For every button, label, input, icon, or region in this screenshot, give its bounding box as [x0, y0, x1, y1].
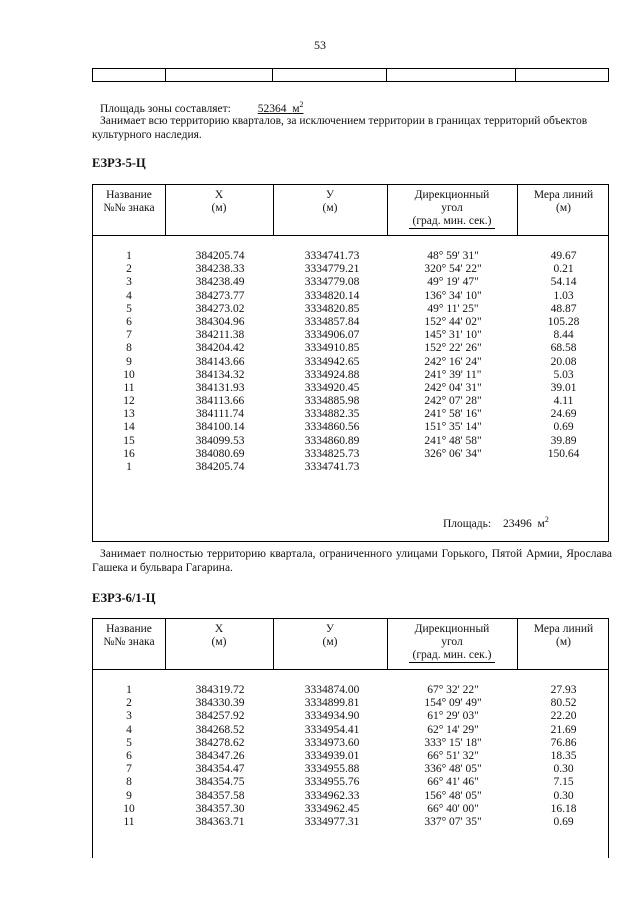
section-title-ezrz-6-1: ЕЗРЗ-6/1-Ц	[92, 591, 156, 605]
table-cell: 3334962.33	[304, 789, 360, 802]
table-cell: 49° 11' 25"	[427, 302, 479, 315]
table-cell: 242° 04' 31"	[424, 381, 482, 394]
header-cell: Мера линий (м)	[533, 189, 594, 214]
table-cell: 150.64	[547, 447, 580, 460]
table-row	[93, 724, 608, 737]
header-cell: X (м)	[211, 623, 227, 648]
table-cell: 3	[126, 276, 132, 289]
table-cell: 4	[126, 289, 132, 302]
column-separator	[165, 185, 166, 235]
table-row	[93, 290, 608, 303]
table-cell: 66° 41' 46"	[427, 776, 479, 789]
table-cell: 22.20	[550, 710, 577, 723]
table-cell: 12	[123, 395, 135, 408]
table-cell: 0.30	[553, 763, 574, 776]
table-row	[93, 276, 608, 289]
table-cell: 384211.38	[195, 329, 245, 342]
table-cell: 384354.75	[195, 776, 245, 789]
table-cell: 21.69	[550, 723, 577, 736]
table-cell: 5.03	[553, 368, 574, 381]
table-row	[93, 408, 608, 421]
table-body	[93, 684, 608, 829]
section-area: Площадь: 23496 $м^2$	[443, 515, 549, 530]
column-separator	[517, 185, 518, 235]
table-cell: 49° 19' 47"	[427, 276, 479, 289]
table-cell: 384347.26	[195, 749, 245, 762]
table-cell: 27.93	[550, 684, 577, 696]
table-cell: 7	[126, 329, 132, 342]
table-cell: 3334857.84	[304, 315, 360, 328]
table-cell: 384273.02	[195, 302, 245, 315]
column-separator	[387, 619, 388, 669]
table-cell: 1	[126, 250, 132, 262]
table-cell: 384357.30	[195, 802, 245, 815]
table-cell: 152° 44' 02"	[424, 315, 482, 328]
table-cell: 68.58	[550, 342, 577, 355]
table-row	[93, 776, 608, 789]
table-cell: 3334825.73	[304, 447, 360, 460]
table-cell: 384238.49	[195, 276, 245, 289]
table-cell: 384363.71	[195, 815, 245, 828]
header-cell: X (м)	[211, 189, 227, 214]
table-cell: 3334924.88	[304, 368, 360, 381]
table-row	[93, 250, 608, 263]
table-cell: 66° 40' 00"	[427, 802, 479, 815]
table-cell: 4	[126, 723, 132, 736]
table-cell: 3334954.41	[304, 723, 360, 736]
table-cell: 3334779.21	[304, 263, 360, 276]
zone-description: Занимает всю территорию кварталов, за исключением территории в границах территорий объектов культурного наследия.	[92, 115, 588, 141]
table-cell: 384205.74	[195, 250, 245, 262]
coordinates-table-ezrz-5	[92, 184, 609, 542]
table-cell: 3334882.35	[304, 408, 360, 421]
table-row	[93, 697, 608, 710]
table-row	[93, 448, 608, 461]
table-cell: 105.28	[547, 315, 580, 328]
table-cell: 9	[126, 789, 132, 802]
table-cell: 3334860.89	[304, 434, 360, 447]
table-cell: 384143.66	[195, 355, 245, 368]
table-cell: 10	[123, 368, 135, 381]
table-cell: 3	[126, 710, 132, 723]
table-cell: 0.69	[553, 815, 574, 828]
table-row	[93, 263, 608, 276]
table-cell: 3334977.31	[304, 815, 360, 828]
table-cell: 5	[126, 302, 132, 315]
table-cell: 0.30	[553, 789, 574, 802]
table-cell: 3334910.85	[304, 342, 360, 355]
table-cell: 1.03	[553, 289, 574, 302]
table-row	[93, 342, 608, 355]
table-cell: 3334920.45	[304, 381, 360, 394]
table-cell: 8	[126, 776, 132, 789]
table-cell: 384080.69	[195, 447, 245, 460]
table-cell: 384111.74	[195, 408, 245, 421]
table-cell: 0.21	[553, 263, 574, 276]
table-cell: 7.15	[553, 776, 574, 789]
table-cell: 3334741.73	[304, 461, 360, 473]
table-cell: 3334942.65	[304, 355, 360, 368]
table-cell: 384238.33	[195, 263, 245, 276]
table-cell: 61° 29' 03"	[427, 710, 479, 723]
table-cell: 80.52	[550, 697, 577, 710]
table-cell: 76.86	[550, 736, 577, 749]
table-cell: 7	[126, 763, 132, 776]
table-cell: 384113.66	[195, 395, 245, 408]
table-cell: 3334779.08	[304, 276, 360, 289]
table-cell: 3334899.81	[304, 697, 360, 710]
column-separator	[273, 619, 274, 669]
table-cell: 9	[126, 355, 132, 368]
table-body	[93, 250, 608, 474]
table-cell: 48.87	[550, 302, 577, 315]
table-row	[93, 435, 608, 448]
table-cell: 54.14	[550, 276, 577, 289]
table-cell: 151° 35' 14"	[424, 421, 482, 434]
table-cell: 49.67	[550, 250, 577, 262]
table-row	[93, 303, 608, 316]
zone-area-label: Площадь зоны составляет:	[100, 102, 231, 115]
table-cell: 3334860.56	[304, 421, 360, 434]
header-cell: Название №№ знака	[103, 189, 155, 214]
table-cell: 4.11	[553, 395, 574, 408]
table-header	[93, 619, 608, 670]
table-row	[93, 421, 608, 434]
column-separator	[387, 185, 388, 235]
table-cell: 384319.72	[195, 684, 245, 696]
table-cell: 13	[123, 408, 135, 421]
table-cell: 39.89	[550, 434, 577, 447]
table-cell: 1	[126, 684, 132, 696]
column-separator	[165, 619, 166, 669]
table-cell: 337° 07' 35"	[424, 815, 482, 828]
table-cell: 15	[123, 434, 135, 447]
table-row	[93, 382, 608, 395]
table-cell: 384330.39	[195, 697, 245, 710]
section-description: Занимает полностью территорию квартала, ограниченного улицами Горького, Пятой Армии, Ярослава Гашека и бульвара Гагарина.	[92, 548, 612, 574]
table-cell: 2	[126, 697, 132, 710]
table-cell: 16.18	[550, 802, 577, 815]
table-row	[93, 790, 608, 803]
table-cell: 16	[123, 447, 135, 460]
table-cell: 156° 48' 05"	[424, 789, 482, 802]
section-title-ezrz-5: ЕЗРЗ-5-Ц	[92, 156, 146, 170]
table-header	[93, 185, 608, 236]
table-row	[93, 763, 608, 776]
table-row	[93, 816, 608, 829]
table-cell: 384278.62	[195, 736, 245, 749]
table-cell: 48° 59' 31"	[427, 250, 479, 262]
table-row	[93, 737, 608, 750]
table-cell: 0.69	[553, 421, 574, 434]
table-cell: 11	[123, 815, 135, 828]
column-separator	[273, 185, 274, 235]
table-row	[93, 395, 608, 408]
table-cell: 384134.32	[195, 368, 245, 381]
table-cell: 384354.47	[195, 763, 245, 776]
table-row	[93, 329, 608, 342]
coordinates-table-ezrz-6-1	[92, 618, 609, 858]
table-cell: 24.69	[550, 408, 577, 421]
table-cell: 3334741.73	[304, 250, 360, 262]
header-cell: Мера линий (м)	[533, 623, 594, 648]
header-cell: Дирекционный угол (град. мин. сек.)	[387, 185, 517, 235]
zone-area-value: 52364 $м^2$	[257, 100, 304, 115]
table-row	[93, 369, 608, 382]
table-cell: 242° 16' 24"	[424, 355, 482, 368]
header-cell: У (м)	[322, 623, 338, 648]
table-cell: 3334934.90	[304, 710, 360, 723]
table-cell: 152° 22' 26"	[424, 342, 482, 355]
table-cell: 384268.52	[195, 723, 245, 736]
header-cell: Название №№ знака	[103, 623, 155, 648]
table-cell: 384304.96	[195, 315, 245, 328]
table-cell: 241° 48' 58"	[424, 434, 482, 447]
table-cell: 14	[123, 421, 135, 434]
table-row	[93, 356, 608, 369]
table-cell: 3334906.07	[304, 329, 360, 342]
header-cell: Дирекционный угол (град. мин. сек.)	[387, 619, 517, 669]
table-row	[93, 750, 608, 763]
table-row	[93, 316, 608, 329]
table-cell: 3334955.76	[304, 776, 360, 789]
table-cell: 145° 31' 10"	[424, 329, 482, 342]
table-cell: 384204.42	[195, 342, 245, 355]
table-cell: 6	[126, 315, 132, 328]
table-cell: 384100.14	[195, 421, 245, 434]
table-cell: 62° 14' 29"	[427, 723, 479, 736]
table-cell: 5	[126, 736, 132, 749]
table-cell: 20.08	[550, 355, 577, 368]
table-cell: 384357.58	[195, 789, 245, 802]
table-cell: 241° 58' 16"	[424, 408, 482, 421]
table-cell: 384205.74	[195, 461, 245, 473]
table-cell: 3334955.88	[304, 763, 360, 776]
table-cell: 39.01	[550, 381, 577, 394]
table-cell: 2	[126, 263, 132, 276]
table-cell: 18.35	[550, 749, 577, 762]
header-cell: У (м)	[322, 189, 338, 214]
column-separator	[517, 619, 518, 669]
table-cell: 3334820.85	[304, 302, 360, 315]
table-row	[93, 710, 608, 723]
table-cell: 320° 54' 22"	[424, 263, 482, 276]
table-cell: 67° 32' 22"	[427, 684, 479, 696]
table-cell: 384257.92	[195, 710, 245, 723]
table-cell: 154° 09' 49"	[424, 697, 482, 710]
table-cell: 66° 51' 32"	[427, 749, 479, 762]
table-cell: 8.44	[553, 329, 574, 342]
table-cell: 384273.77	[195, 289, 245, 302]
table-cell: 3334820.14	[304, 289, 360, 302]
table-cell: 6	[126, 749, 132, 762]
table-row	[93, 684, 608, 697]
table-cell: 384099.53	[195, 434, 245, 447]
table-cell: 241° 39' 11"	[424, 368, 482, 381]
table-cell: 333° 15' 18"	[424, 736, 482, 749]
page-number: 53	[314, 38, 326, 52]
previous-table-remnant	[92, 68, 609, 82]
table-cell: 8	[126, 342, 132, 355]
table-cell: 326° 06' 34"	[424, 447, 482, 460]
table-cell: 3334939.01	[304, 749, 360, 762]
table-row	[93, 803, 608, 816]
table-cell: 336° 48' 05"	[424, 763, 482, 776]
table-cell: 3334885.98	[304, 395, 360, 408]
table-cell: 136° 34' 10"	[424, 289, 482, 302]
table-cell: 242° 07' 28"	[424, 395, 482, 408]
table-cell: 1	[126, 461, 132, 473]
table-cell: 3334973.60	[304, 736, 360, 749]
table-cell: 10	[123, 802, 135, 815]
table-cell: 3334962.45	[304, 802, 360, 815]
table-row	[93, 461, 608, 474]
table-cell: 384131.93	[195, 381, 245, 394]
table-cell: 11	[123, 381, 135, 394]
table-cell: 3334874.00	[304, 684, 360, 696]
